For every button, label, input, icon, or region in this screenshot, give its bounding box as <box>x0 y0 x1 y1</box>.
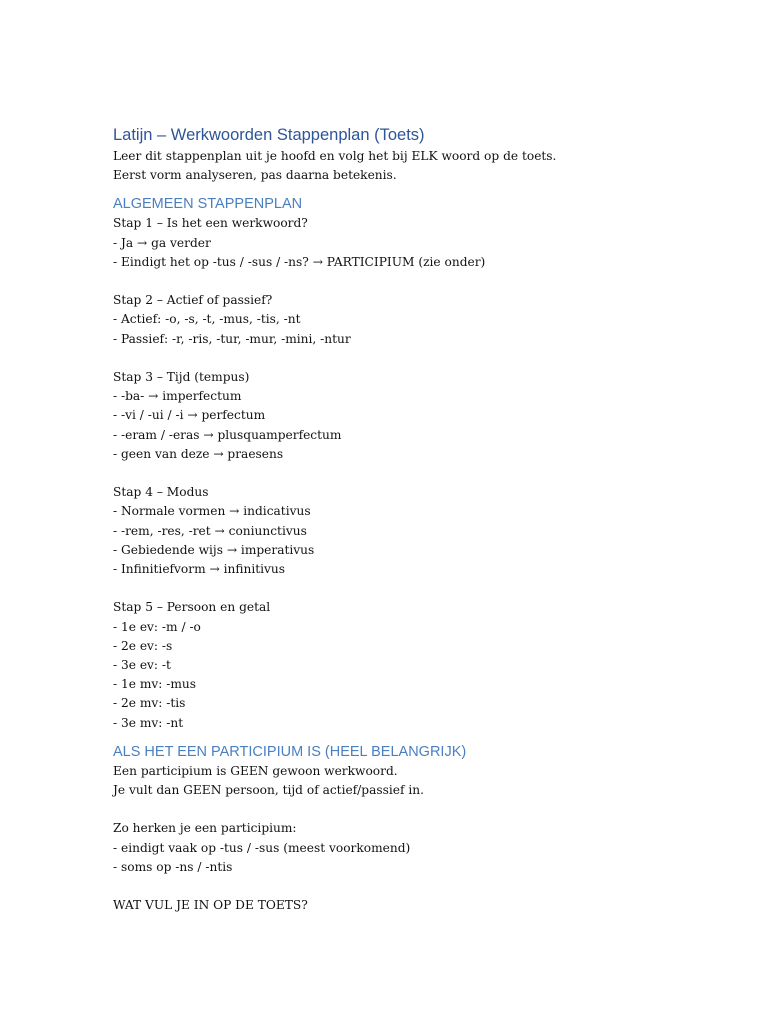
step-line: - Eindigt het op -tus / -sus / -ns? → PARTICIPIUM (zie onder) <box>113 254 486 269</box>
intro-line: Leer dit stappenplan uit je hoofd en volg het bij ELK woord op de toets. <box>113 149 557 163</box>
section-heading-participium: ALS HET EEN PARTICIPIUM IS (HEEL BELANGRIJK) <box>113 743 467 760</box>
document-page <box>113 124 733 915</box>
step-title: Stap 4 – Modus <box>113 485 209 500</box>
step-line: - Ja → ga verder <box>113 235 211 250</box>
step-title: Stap 1 – Is het een werkwoord? <box>113 216 308 231</box>
intro-line: Eerst vorm analyseren, pas daarna betekenis. <box>113 168 397 183</box>
step-line: - -ba- → imperfectum <box>113 389 242 404</box>
step-4 <box>113 483 733 579</box>
step-line: - 3e ev: -t <box>113 658 171 673</box>
document-title: Latijn – Werkwoorden Stappenplan (Toets) <box>113 126 425 144</box>
step-5 <box>113 598 733 732</box>
step-line: - 1e mv: -mus <box>113 677 197 692</box>
step-3 <box>113 368 733 464</box>
step-line: - Normale vormen → indicativus <box>113 504 311 519</box>
recognize-title: Zo herken je een participium: <box>113 821 297 836</box>
step-title: Stap 2 – Actief of passief? <box>113 293 273 308</box>
step-title: Stap 3 – Tijd (tempus) <box>113 370 250 384</box>
step-1 <box>113 214 733 272</box>
step-line: - 1e ev: -m / -o <box>113 619 201 634</box>
step-line: - 2e mv: -tis <box>113 696 186 711</box>
step-line: - Infinitiefvorm → infinitivus <box>113 562 286 577</box>
participium-intro-line: Je vult dan GEEN persoon, tijd of actief/passief in. <box>113 783 424 798</box>
section-heading-algemeen: ALGEMEEN STAPPENPLAN <box>113 196 303 213</box>
step-line: - -eram / -eras → plusquamperfectum <box>113 427 342 442</box>
step-title: Stap 5 – Persoon en getal <box>113 600 271 615</box>
test-question: WAT VUL JE IN OP DE TOETS? <box>113 898 308 913</box>
step-2 <box>113 291 733 349</box>
step-line: - Actief: -o, -s, -t, -mus, -tis, -nt <box>113 312 301 327</box>
step-line: - geen van deze → praesens <box>113 446 284 461</box>
step-line: - -rem, -res, -ret → coniunctivus <box>113 523 307 538</box>
step-line: - Gebiedende wijs → imperativus <box>113 542 315 557</box>
step-line: - Passief: -r, -ris, -tur, -mur, -mini, -ntur <box>113 331 351 346</box>
step-line: - 3e mv: -nt <box>113 715 184 730</box>
recognize-line: - soms op -ns / -ntis <box>113 859 233 874</box>
recognize-line: - eindigt vaak op -tus / -sus (meest voorkomend) <box>113 840 411 855</box>
step-line: - 2e ev: -s <box>113 638 173 653</box>
participium-intro-line: Een participium is GEEN gewoon werkwoord. <box>113 763 398 778</box>
step-line: - -vi / -ui / -i → perfectum <box>113 408 266 423</box>
